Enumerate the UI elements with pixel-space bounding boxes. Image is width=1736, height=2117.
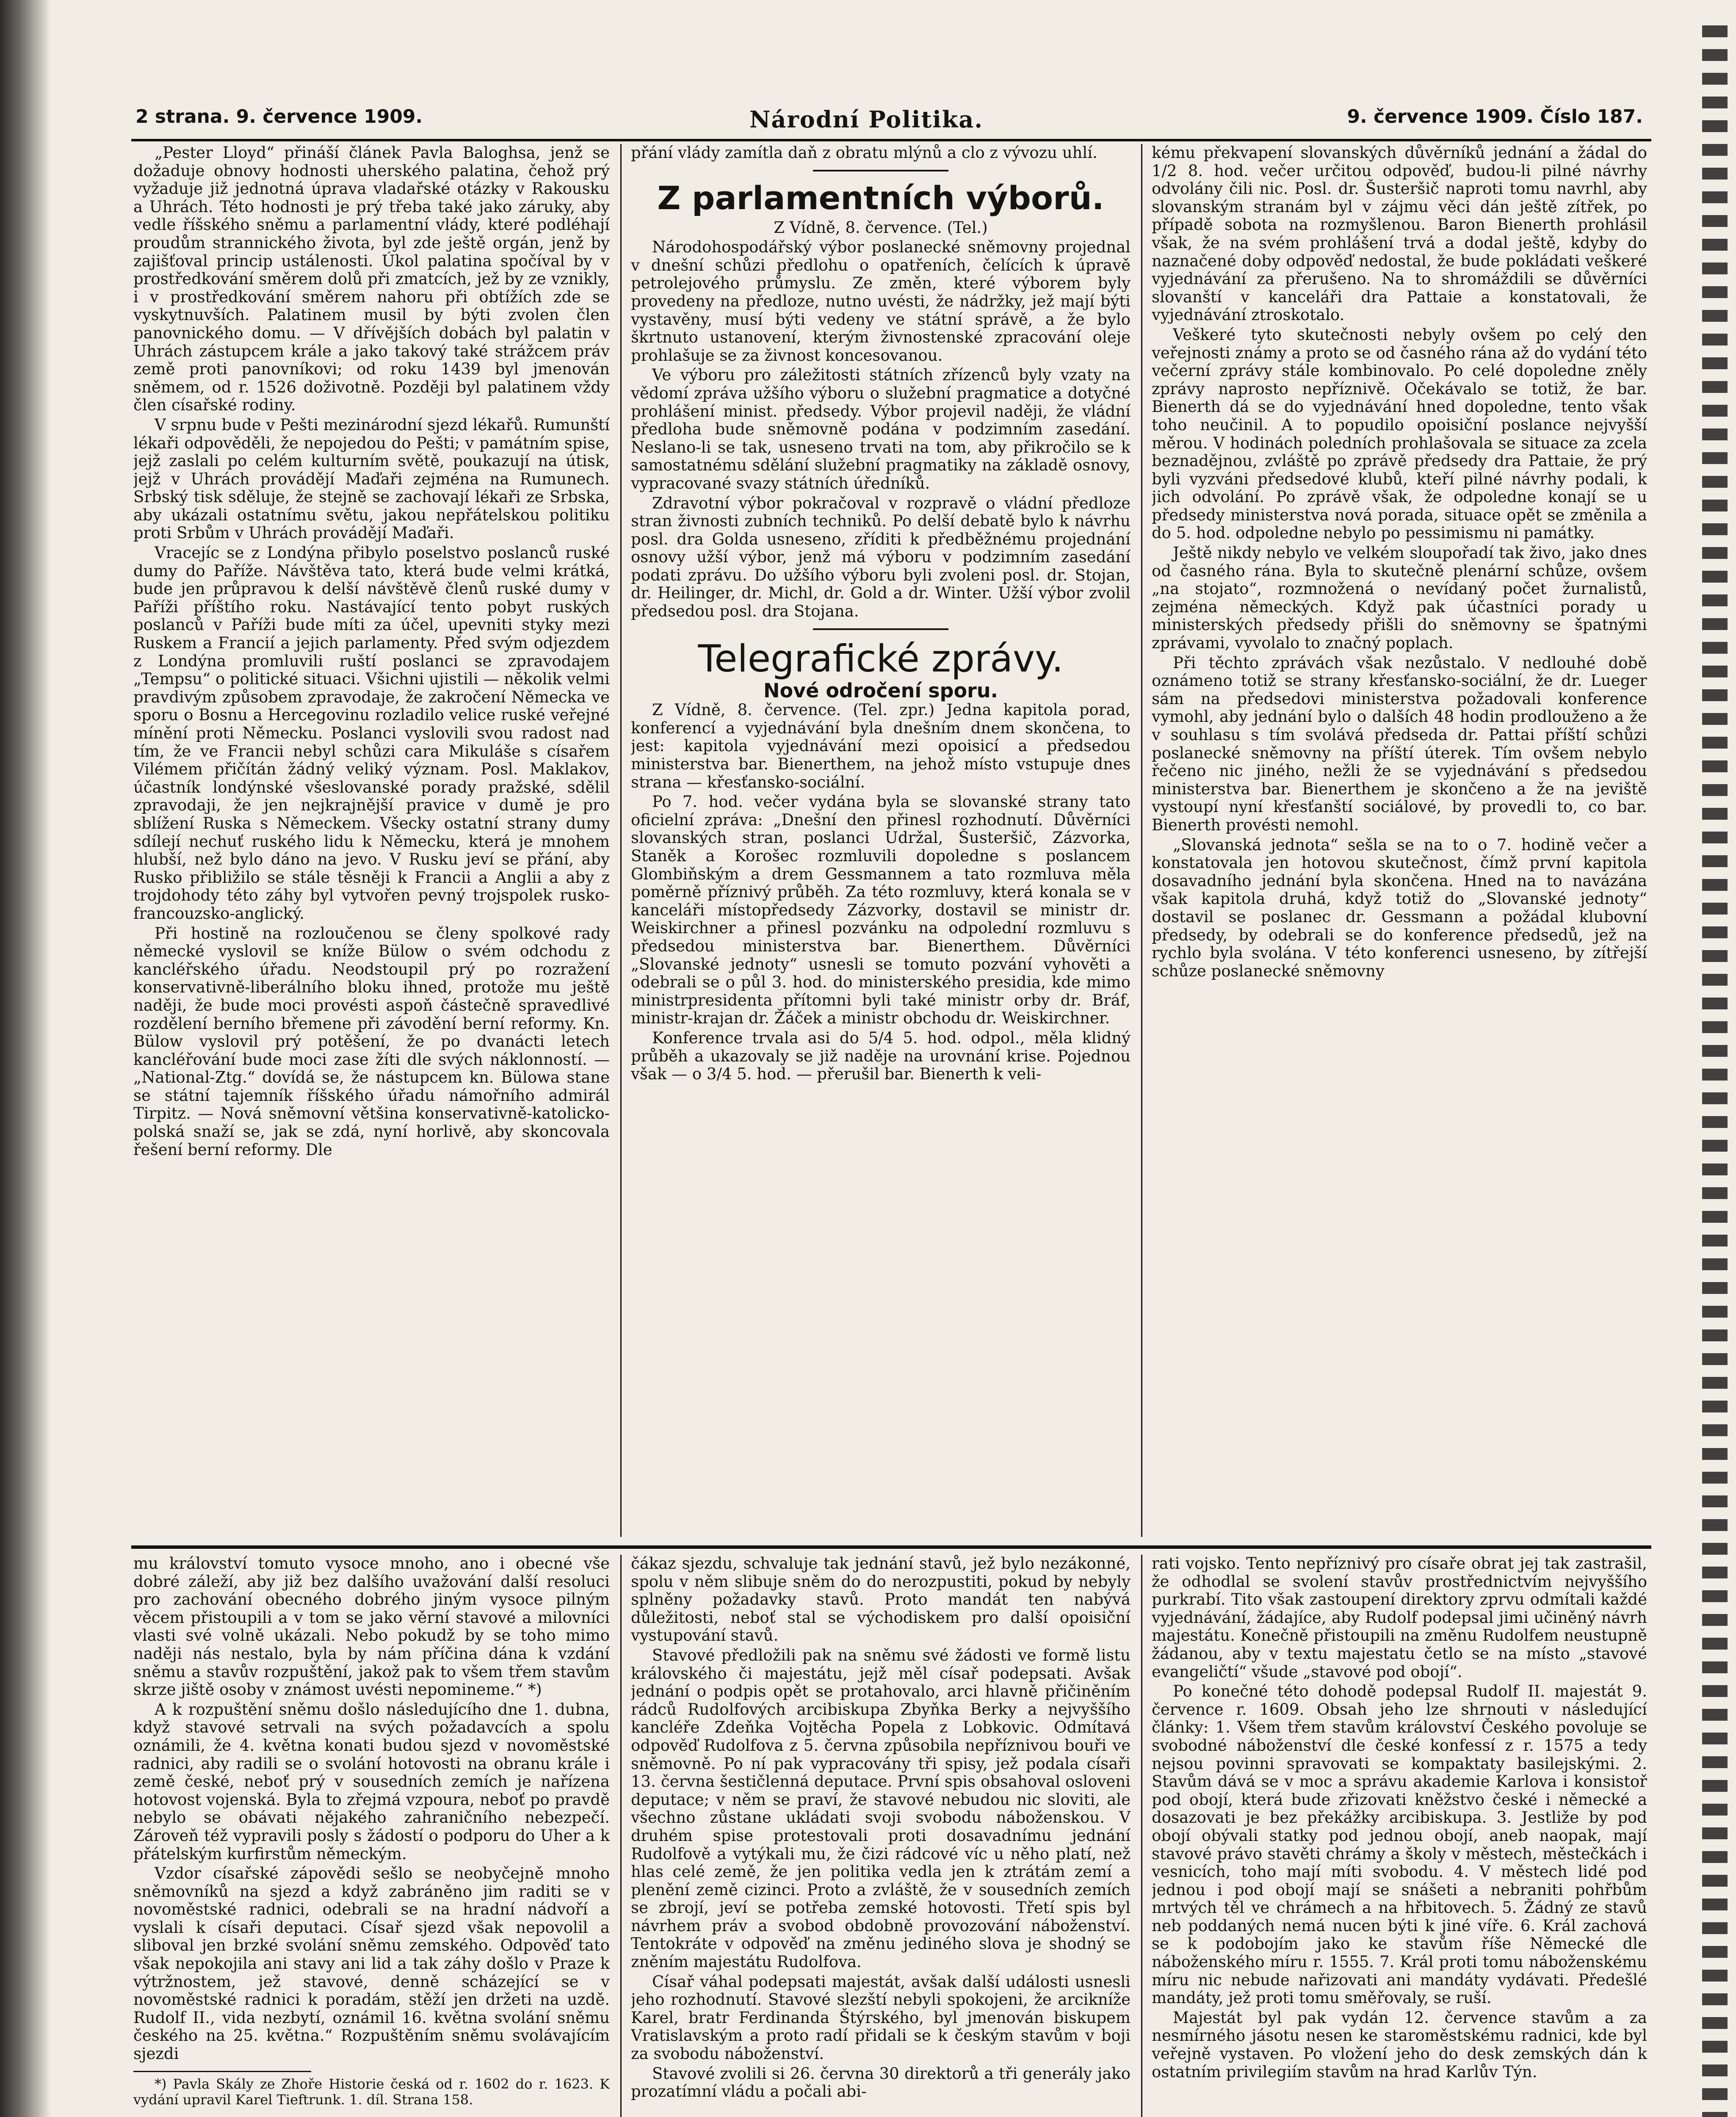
bottom-column-3 <box>1152 1555 1647 2117</box>
header-rule <box>131 139 1651 141</box>
feuilleton-divider-rule <box>131 1545 1651 1549</box>
feuilleton-majestat-obsah: Po konečné této dohodě podepsal Rudolf II. majestát 9. července r. 1609. Obsah jeho lze shrnouti v následující články: 1. Všem třem stavům království Českého povoluje se svobodné náboženství dle české konfessí z r. 1575 a tedy nejsou povinni spravovati se kompaktaty basilejskými. 2. Stavům dává se v moc a správu akademie Karlova i konsistoř pod obojí, která bude zřizovati kněžstvo české i německé a dosazovati je bez překážky arcibiskupa. 3. Jestliže by pod obojí obývali statky pod jednou obojí, aneb naopak, mají stavové právo stavěti chrámy a školy v městech, městečkách i vesnicích, toho mají míti svobodu. 4. V městech lidé pod jednou i pod obojí mají se snášeti a nebraniti pohřbům mrtvých těl ve chrámech a na hřbitovech. 5. Žádný ze stavů neb poddaných nemá nucen býti k jiné víře. 6. Král zachová se k podobojím jako ke stavům říše Německé dle náboženského míru r. 1555. 7. Král proti tomu náboženskému míru nic nebude nařizovati ani mandáty vydávati. Předešlé mandáty, jež proti tomu směřovaly, se ruší. <box>1152 1682 1647 2007</box>
heading-parlamentni-vybory: Z parlamentních výborů. <box>657 179 1104 217</box>
telegram-konference: Konference trvala asi do 5/4 5. hod. odpol., měla klidný průběh a ukazovaly se již naděje na urovnání krise. Pojednou však — o 3/4 5. hod. — přerušil bar. Bienerth k veli- <box>631 1028 1131 1083</box>
feuilleton-cisar-vahal: Císař váhal podepsati majestát, avšak další události usnesli jeho rozhodnutí. Stavové slezští nebyli spokojeni, že arcikníže Karel, bratr Ferdinanda Štýrského, byl jmenován biskupem Vratislavským a proto radí přidali se k českým stavům v boji za svobodu náboženství. <box>631 1972 1131 2063</box>
heading-telegraficke-zpravy: Telegrafické zprávy. <box>698 636 1064 680</box>
scan-left-edge <box>0 0 51 2117</box>
feuilleton-stavove-predlozili: Stavové předložili pak na sněmu své žádosti ve formě listu královského či majestátu, jejž měl císař podepsati. Avšak jednání o podpis opět se protahovalo, arci hlavně přičiněním rádců Rudolfových arcibiskupa Zbyňka Berky a nejvyššího kancléře Zdeňka Vojtěcha Popela z Lobkovic. Odmítavá odpověď Rudolfova z 5. června způsobila nepříznivou bouři ve sněmovně. Po ní pak vypracovány tři spisy, jež podala císaři 13. června šestičlenná deputace. První spis obsahoval osloveni deputace; v něm se praví, že stavové nebudou nic sloviti, ale všechno zůstane ukládati svoji svobodu náboženskou. V druhém spise protestovali proti dosavadnímu jednání Rudolfově a vytýkali mu, že čizi rádcové víc u něho platí, než hlas celé země, že jen politika vedla jen k ztrátám zemí a plenění země cizinci. Proto a zvláště, že v sousedních zemích se zbrojí, jeví se potřeba zemské hotovosti. Třetí spis byl návrhem práv a svobod obdobně provozování náboženství. Tentokráte v odpověď na změnu jediného slova je shodný se zněním majestátu Rudolfova. <box>631 1646 1131 1971</box>
section-separator-2 <box>813 628 948 630</box>
page-header <box>135 102 1643 135</box>
column-2-continuation: přání vlády zamítla daň z obratu mlýnů a clo z vývozu uhlí. <box>631 144 1097 162</box>
column-divider-bottom-1 <box>620 1555 622 2117</box>
article-lekari: V srpnu bude v Pešti mezinárodní sjezd lékařů. Rumunští lékaři odpověděli, že nepojedou do Pešti; v památním spise, jejž zaslali po celém kulturním světě, poukazují na útisk, jejž v Uhrách provádějí Maďaři zejména na Rumunech. Srbský tisk sděluje, že stejně se zachovají lékaři ze Srbska, aby ukázali ostatnímu světu, jakou nepřátelskou politiku proti Srbům v Uhrách provádějí Maďaři. <box>133 415 610 542</box>
header-date-left: 2 strana. 9. července 1909. <box>135 106 423 127</box>
column-divider-top-1 <box>620 144 622 1537</box>
article-bulow: Při hostině na rozloučenou se členy spolkové rady německé vyslovil se kníže Bülow o svém odchodu z kancléřského úřadu. Neodstoupil prý po rozražení konservativně-liberálního bloku ihned, protože mu ještě naději, že bude moci provésti aspoň částečně spravedlivé rozdělení berního břemene při závodění berní reformy. Kn. Bülow vyslovil prý potěšení, že po dvanácti letech kancléřování bude moci zase žíti dle svých náklonností. — „National-Ztg.“ dovídá se, že nástupcem kn. Bülowa stane se státní tajemník říšského úřadu námořního admirál Tirpitz. — Nová sněmovní většina konservativně-katolicko-polská snaží se, jak se zdá, nyní horlivě, aby skoncovala řešení berní reformy. Dle <box>133 924 610 1159</box>
top-column-2 <box>631 144 1131 1533</box>
feuilleton-col1-start: mu království tomuto vysoce mnoho, ano i obecné vše dobré záleží, aby již bez dalšího uvažování další resoluci pro zachování obecného dobrého jiným vysoce pilným věcem přistoupili a v tom se jako věrní stavové a milovníci vlasti své volně ukázali. Nebo pokudž by se toho mimo naději nás nestalo, byla by nám příčina dána k vzdání sněmu a stavův rozpuštění, jakož pak to všem třem stavům skrze jiště osoby v známost uvésti nepomineme.“ *) <box>133 1555 610 1699</box>
scan-right-edge-marks <box>1702 25 1728 2117</box>
heading-nove-odroceni-sporu: Nové odročení sporu. <box>763 679 998 702</box>
article-veskere-skutecnosti: Veškeré tyto skutečnosti nebyly ovšem po celý den veřejnosti známy a proto se od časného rána až do vydání této večerní zprávy stále kombinovalo. Po celé dopoledne zněly zprávy naprosto nepříznivě. Očekávalo se totiž, že bar. Bienerth dá se do vyjednávání hned dopoledne, tento však toho neučinil. A to popudilo opoisiční poslance nejvyšší měrou. V hodinách poledních prohlašovala se situace za zcela beznadějnou, zvláště po zprávě předsedy dra Pattaie, že prý byli vyzváni předsedové klubů, kteří pilné návrhy podali, k jich odvolání. Po zprávě však, že odpoledne konají se u předsedy ministerstva nová porada, situace opět se změnila a do 5. hod. odpoledne nebylo po pessimismu ni památky. <box>1152 325 1647 542</box>
telegram-oficielni-zprava: Po 7. hod. večer vydána byla se slovanské strany tato oficielní zpráva: „Dnešní den přinesl rozhodnutí. Důvěrníci slovanských stran, poslanci Udržal, Šusteršič, Zázvorka, Staněk a Korošec rozmluvili dopoledne s poslancem Glombiňským a drem Gessmannem a tato rozmluva měla poměrně příznivý průběh. Za této rozmluvy, která konala se v kanceláři místopředsedy Zázvorky, dostavil se ministr dr. Weiskirchner a přinesl pozvánku na odpolední rozmluvu s předsedou ministerstva bar. Bienerthem. Důvěrníci „Slovanské jednoty“ usnesli se tomuto pozvání vyhověti a odebrali se o půl 3. hod. do ministerského presidia, kde mimo ministrpresidenta přítomni byli také ministr orby dr. Bráf, ministr-krajan dr. Žáček a ministr obchodu dr. Weiskirchner. <box>631 793 1131 1028</box>
article-slovanska-jednota: „Slovanská jednota“ sešla se na to o 7. hodině večer a konstatovala jen hotovou skutečnost, čímž první kapitola dosavadního jednání byla skončena. Hned na to navázána však kapitola druhá, když totiž do „Slovanské jednoty“ dostavil se poslanec dr. Gessmann a požádal klubovní předsedy, by odebrali se do konference předsedů, jež na rychlo byla svolána. V této konferenci usneseno, by zítřejší schůze poslanecké sněmovny <box>1152 835 1647 980</box>
feuilleton-majestat-vydan: Majestát byl pak vydán 12. července stavům a za nesmírného jásotu nesen ke staroměstskému radnici, kde byl veřejně vystaven. Po vložení jeho do desk zemských dán k ostatním privilegiím stavům na hrad Karlův Týn. <box>1152 2008 1647 2081</box>
article-sloupořadi: Ještě nikdy nebylo ve velkém sloupořadí tak živo, jako dnes od časného rána. Byla to skutečně plenární schůze, ovšem „na stojato“, rozmnožená o nevídaný počet žurnalistů, zejména německých. Když pak účastníci porady u ministerských předsedy přišli do sněmovny se špatnými zprávami, vyvolalo to značný poplach. <box>1152 544 1647 652</box>
report-statni-zrizenci: Ve výboru pro záležitosti státních zřízenců byly vzaty na vědomí zpráva užšího výboru o služební pragmatice a dotyčné prohlášení minist. předsedy. Výbor projevil naději, že vládní předloha bude sněmovně podána v podzimním zasedání. Neslano-li se tak, usneseno trvati na tom, aby přikročilo se k samostatnému sdělání služební pragmatiky na základě osnovy, vypracované svazy státních úředníků. <box>631 366 1131 492</box>
feuilleton-rozpusteni-snemu: A k rozpuštění sněmu došlo následujícího dne 1. dubna, když stavové setrvali na svých požadavcích a spolu oznámili, že 4. května konati budou sjezd v novoměstské radnici, aby radili se o svolání hotovosti na obranu krále i země české, neboť prý v sousedních zemích je nařízena hotovost vojenská. Byla to zřejmá vzpoura, neboť po pravdě nebylo se obávati nějakého zahraničního nebezpečí. Zároveň též vypravili posly s žádostí o podporu do Uher a k přátelským kurfirstům německým. <box>133 1700 610 1863</box>
column-3-continuation: kému překvapení slovanských důvěrníků jednání a žádal do 1/2 8. hod. večer určitou odpověď, budou-li pilné návrhy odvolány čili nic. Posl. dr. Šusteršič naproti tomu navrhl, aby slovanským stranám byl v zájmu věci dán ještě zítřek, po případě sobota na rozmyšlenou. Baron Bienerth prohlásil však, že na svém prohlášení trvá a dodal ještě, kdyby do naznačené doby odpověď nedostal, že bude pokládati veškeré vyjednávání za přerušeno. Na to shromáždili se důvěrníci slovanští v kanceláři dra Pattaie a konstatovali, že vyjednávání ztroskotalo. <box>1152 144 1647 324</box>
article-palatin: „Pester Lloyd“ přináší článek Pavla Baloghsa, jenž se dožaduje obnovy hodnosti uherského palatina, čehož prý vyžaduje již jednotná úprava vladařské otázky v Rakousku a Uhrách. Této hodnosti je prý třeba také jako záruky, aby vedle říšského sněmu a parlamentní vlády, které podléhají proudům strannického života, byl zde ještě orgán, jenž by zajišťoval princip ustálenosti. Úkol palatina spočíval by v prostředkování směrem dolů při zmatcích, jež by ze vznikly, i v prostředkování směrem nahoru při obtížích zde se vyskytnuvších. Palatinem musil by býti zvolen člen panovnického domu. — V dřívějších dobách byl palatin v Uhrách zástupcem krále a jako takový také strážcem práv země proti panovníkovi; od roku 1439 byl jmenován sněmem, od r. 1526 doživotně. Později byl palatinem vždy člen císařské rodiny. <box>133 144 610 415</box>
feuilleton-direktori: Stavové zvolili si 26. června 30 direktorů a tři generály jako prozatímní vládu a počali abi- <box>631 2064 1131 2101</box>
telegram-lead: Z Vídně, 8. července. (Tel. zpr.) Jedna kapitola porad, konferencí a vyjednávání byla dnešním dnem skončena, to jest: kapitola vyjednávání mezi opoisicí a předsedou ministerstva bar. Bienerthem, na jehož místo vstupuje dnes strana — křesťansko-sociální. <box>631 701 1131 791</box>
header-issue-right: 9. července 1909. Číslo 187. <box>1347 106 1643 127</box>
feuilleton-cisarska-zapoved: Vzdor císařské zápovědi sešlo se neobyčejně mnoho sněmovníků na sjezd a když zabráněno jim raditi se v novoměstské radnici, odebrali se na hradní nádvoří a vyslali k císaři deputaci. Císař sjezd však nepovolil a sliboval jen brzké svolání sněmu zemského. Odpověď tato však nepokojila ani stavy ani lid a tak záhy došlo v Praze k výtržnostem, jež stavové, denně scházející se v novoměstské radnici k poradám, stěží jen držeti na uzdě. Rudolf II., vida nezbytí, oznámil 16. května svolání sněmu českého na 25. května.“ Rozpuštěním sněmu svolávajícím sjezdi <box>133 1864 610 2063</box>
top-column-3 <box>1152 144 1647 1533</box>
footnote-skala: *) Pavla Skály ze Zhoře Historie česká od r. 1602 do r. 1623. K vydání upravil Karel Tieftrunk. 1. díl. Strana 158. <box>133 2076 610 2108</box>
top-column-1 <box>133 144 610 1533</box>
feuilleton-col3-start: rati vojsko. Tento nepříznivý pro císaře obrat jej tak zastrašil, že odhodlal se svolení stavův prostřednictvím nejvyššího purkrabí. Tito však zastoupení direktory zprvu odmítali každé vyjednávání, žádajíce, aby Rudolf podepsal jimi učiněný návrh majestátu. Konečně přistoupili na změnu Rudolfem neustupně žádanou, aby v textu majestatu četlo se na místo „stavové evangeličtí“ všude „stavové pod obojí“. <box>1152 1555 1647 1681</box>
dateline-vieden: Z Vídně, 8. července. (Tel.) <box>774 218 988 237</box>
masthead-title: Národní Politika. <box>749 106 984 133</box>
article-ruska-duma: Vracejíc se z Londýna přibylo poselstvo poslanců ruské dumy do Paříže. Návštěva tato, která bude velmi krátká, bude jen průpravou k delší návštěvě členů ruské dumy v Paříži příštího roku. Nastávající tento pobyt ruských poslanců v Paříži bude míti za účel, upevniti styky mezi Ruskem a Francií a jejich parlamenty. Před svým odjezdem z Londýna promluvili ruští poslanci se zpravodajem „Tempsu“ o politické situaci. Všichni ujistili — několik velmi pravdivým způsobem zpravodaje, že zakročení Německa ve sporu o Bosnu a Hercegovinu rozladilo velice ruské veřejné mínění proti Německu. Poslanci vyslovili svou radost nad tím, že ve Francii nebyl schůzi cara Mikuláše s císařem Vilémem přičítán žádný veliký význam. Posl. Maklakov, účastník londýnské všeslovanské porady pražské, sdělil zpravodaji, že jen nejkrajnější pravice v dumě je pro sblížení Ruska s Německem. Všecky ostatní strany dumy sdílejí nechuť ruského lidu k Německu, která je mnohem hlubší, než bylo dáno na jevo. V Rusku jeví se přání, aby Rusko přibližilo se stále těsněji k Francii a Anglii a aby z trojdohody této záhy byl vytvořen pevný trojspolek rusko-francouzsko-anglický. <box>133 544 610 923</box>
footnote-rule <box>133 2071 311 2072</box>
section-separator <box>813 170 948 171</box>
report-narodohospodarsky: Národohospodářský výbor poslanecké sněmovny projednal v dnešní schůzi předlohu o opatřeních, čelících k úpravě petrolejového průmyslu. Ze změn, které výborem byly provedeny na předloze, nutno uvésti, že nádržky, jež mají býti vystavěny, musí býti vedeny ve státní správě, a že bylo škrtnuto ustanovení, kterým živnostenské zpracování oleje prohlašuje se za živnost koncesovanou. <box>631 238 1131 365</box>
feuilleton-col2-start: čákaz sjezdu, schvaluje tak jednání stavů, jež bylo nezákonné, spolu v něm slibuje sněm do do nerozpustiti, pokud by nebyly splněny požadavky stavů. Proto mandát ten nabývá důležitosti, neboť stal se východiskem pro další opoisiční vystupování stavů. <box>631 1555 1131 1645</box>
bottom-column-1 <box>133 1555 610 2117</box>
article-krestansko-socialni: Při těchto zprávách však nezůstalo. V nedlouhé době oznámeno totiž se strany křesťansko-sociální, že dr. Lueger sám na předsedovi ministerstva požadovali konference vymohl, aby jednání bylo o dalších 48 hodin prodlouženo a že v souhlasu s tím svolává předseda dr. Pattai příští schůzi poslanecké sněmovny na příští úterek. Tím ovšem nebylo řečeno nic jiného, nežli že se vyjednávání s předsedou ministerstva bar. Bienerthem je skončeno a že na jeviště vystoupí nyní křesťanští sociálové, by provedli to, co bar. Bienerth provésti nemohl. <box>1152 653 1647 834</box>
column-divider-bottom-2 <box>1141 1555 1142 2117</box>
bottom-column-2 <box>631 1555 1131 2117</box>
report-zdravotni-vybor: Zdravotní výbor pokračoval v rozpravě o vládní předloze stran živnosti zubních techniků. Po delší debatě bylo k návrhu posl. dra Goldа usneseno, zříditi k předběžnému projednání osnovy užší výbor, jenž má výboru v podzimním zasedání podati zprávu. Do užšího výboru byli zvoleni posl. dr. Stojan, dr. Heilinger, dr. Michl, dr. Gold a dr. Winter. Užší výbor zvolil předsedou posl. dra Stojana. <box>631 494 1131 621</box>
column-divider-top-2 <box>1141 144 1142 1537</box>
